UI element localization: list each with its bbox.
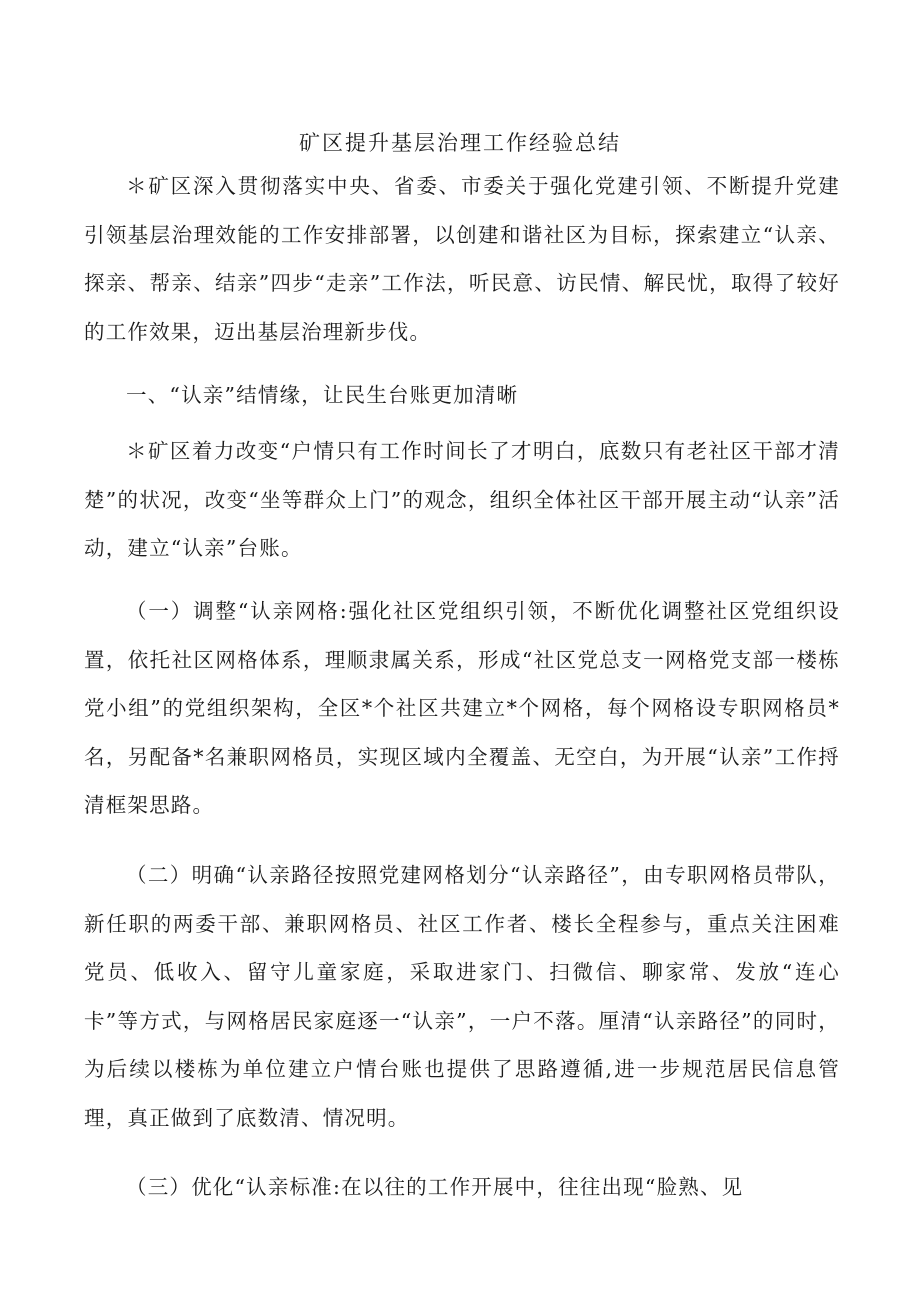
section-heading-1: 一、“认亲”结情缘，让民生台账更加清晰 bbox=[126, 383, 519, 407]
paragraph-intro: ＊矿区深入贯彻落实中央、省委、市委关于强化党建引领、不断提升党建引领基层治理效能的工作安排部署，以创建和谐社区为目标，探索建立“认亲、探亲、帮亲、结亲”四步“走亲”工作法，听民意、访民情、解民忧，取得了较好的工作效果，迈出基层治理新步伐。 bbox=[84, 174, 840, 344]
paragraph-subsection-2: （二）明确“认亲路径按照党建网格划分“认亲路径”，由专职网格员带队，新任职的两委干部、兼职网格员、社区工作者、楼长全程参与，重点关注困难党员、低收入、留守儿童家庭，采取进家门、扫微信、聊家常、发放“连心卡”等方式，与网格居民家庭逐一“认亲”，一户不落。厘清“认亲路径”的同时，为后续以楼栋为单位建立户情台账也提供了思路遵循,进一步规范居民信息管理，真正做到了底数清、情况明。 bbox=[84, 863, 840, 1130]
paragraph-subsection-3: （三）优化“认亲标准:在以往的工作开展中，往往出现“脸熟、见 bbox=[126, 1175, 744, 1199]
document-title: 矿区提升基层治理工作经验总结 bbox=[299, 131, 621, 155]
paragraph-subsection-1: （一）调整“认亲网格:强化社区党组织引领，不断优化调整社区党组织设置，依托社区网格体系，理顺隶属关系，形成“社区党总支一网格党支部一楼栋党小组”的党组织架构，全区*个社区共建立*个网格，每个网格设专职网格员*名，另配备*名兼职网格员，实现区域内全覆盖、无空白，为开展“认亲”工作捋清框架思路。 bbox=[84, 599, 840, 817]
paragraph-section-1: ＊矿区着力改变“户情只有工作时间长了才明白，底数只有老社区干部才清楚”的状况，改变“坐等群众上门”的观念，组织全体社区干部开展主动“认亲”活动，建立“认亲”台账。 bbox=[84, 439, 840, 560]
